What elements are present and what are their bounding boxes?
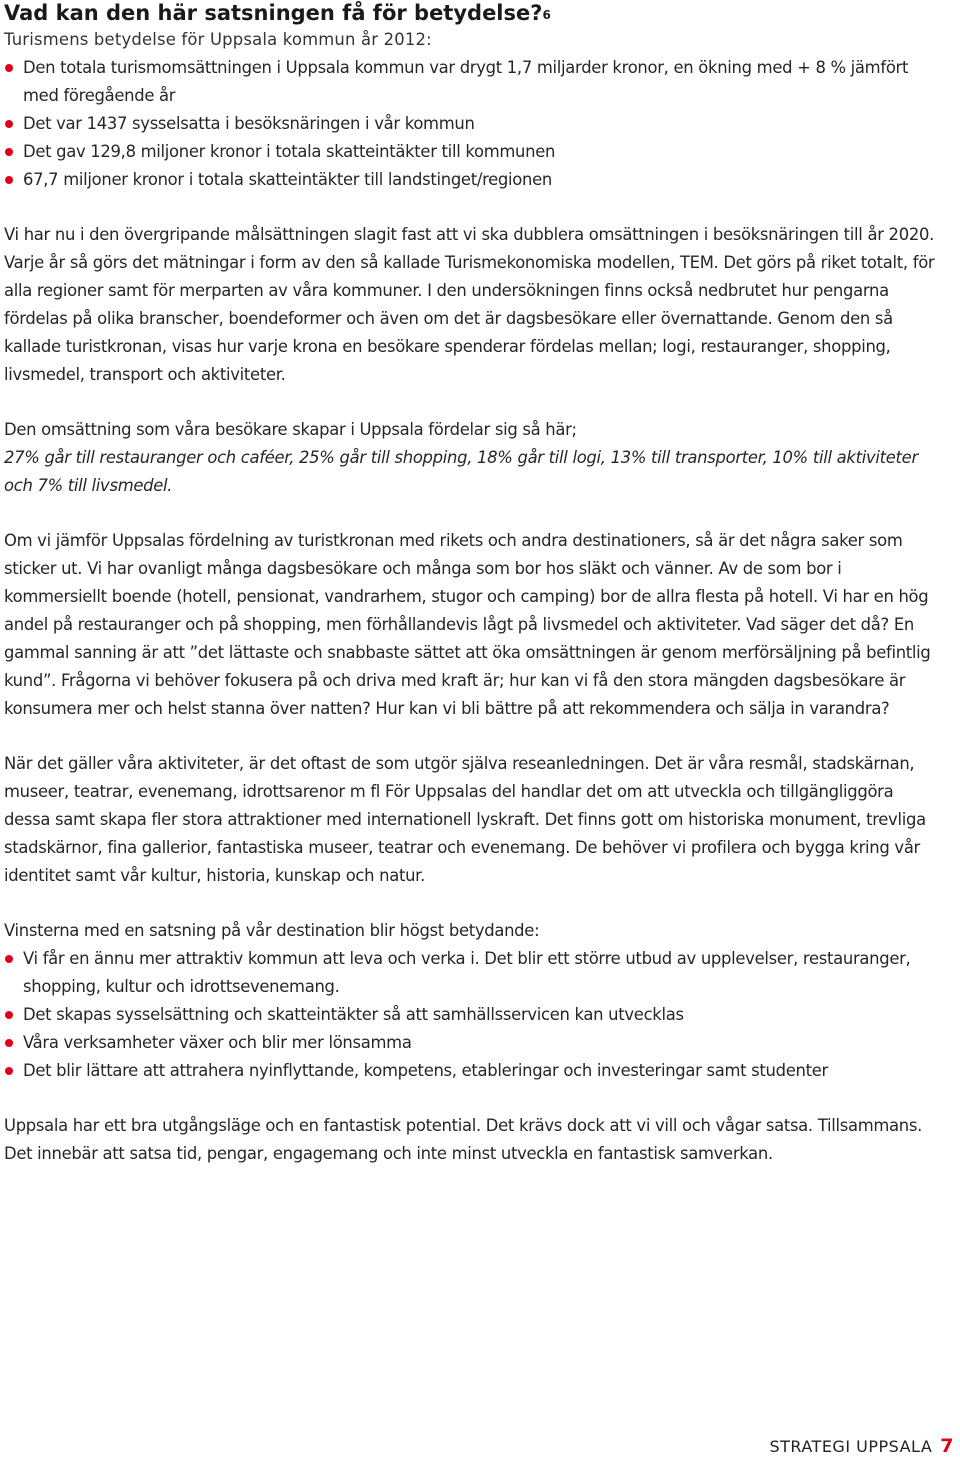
footer-label: STRATEGI UPPSALA	[769, 1437, 933, 1456]
bullet-icon	[5, 120, 13, 128]
page	[4, 0, 944, 1168]
list-item: Det gav 129,8 miljoner kronor i totala skatteintäkter till kommunen	[4, 138, 944, 166]
paragraph-distribution-intro: Den omsättning som våra besökare skapar i Uppsala fördelar sig så här;	[4, 420, 577, 439]
bullet-icon	[5, 1011, 13, 1019]
list-item: Vi får en ännu mer attraktiv kommun att leva och verka i. Det blir ett större utbud av upplevelser, restauranger, shopping, kultur och idrottsevenemang.	[4, 945, 944, 1001]
list-item: Det skapas sysselsättning och skatteintäkter så att samhällsservicen kan utvecklas	[4, 1001, 944, 1029]
paragraph-tem: Vi har nu i den övergripande målsättningen slagit fast att vi ska dubblera omsättningen i besöksnäringen till år 2020. Varje år så görs det mätningar i form av den så kallade Turismekonomiska modellen, TEM. Det görs på riket totalt, för alla regioner samt för merparten av våra kommuner. I den undersökningen finns också nedbrutet hur pengarna fördelas på olika branscher, boendeformer och även om det är dagsbesökare eller övernattande. Genom den så kallade turistkronan, visas hur varje krona en besökare spenderar fördelas mellan; logi, restauranger, shopping, livsmedel, transport och aktiviteter.	[4, 225, 935, 384]
footnote-marker: 6	[542, 8, 551, 22]
bullet-icon	[5, 955, 13, 963]
page-footer	[769, 1435, 954, 1457]
list-item: Det var 1437 sysselsatta i besöksnäringen i vår kommun	[4, 110, 944, 138]
stats-list	[4, 54, 944, 194]
bullet-icon	[5, 148, 13, 156]
bullet-icon	[5, 176, 13, 184]
list-item: Det blir lättare att attrahera nyinflyttande, kompetens, etableringar och investeringar samt studenter	[4, 1057, 944, 1085]
paragraph-activities: När det gäller våra aktiviteter, är det oftast de som utgör själva reseanledningen. Det är våra resmål, stadskärnan, museer, teatrar, evenemang, idrottsarenor m fl För Uppsalas del handlar det om att utveckla och tillgängliggöra dessa samt skapa fler stora attraktioner med internationell lyskraft. Det finns gott om historiska monument, trevliga stadskärnor, fina gallerior, fantastiska museer, teatrar och evenemang. De behöver vi profilera och bygga kring vår identitet samt vår kultur, historia, kunskap och natur.	[4, 754, 926, 885]
list-item: Den totala turismomsättningen i Uppsala kommun var drygt 1,7 miljarder kronor, en ökning med + 8 % jämfört med föregående år	[4, 54, 944, 110]
stats-intro: Turismens betydelse för Uppsala kommun år 2012:	[4, 30, 432, 49]
page-heading	[4, 0, 944, 26]
bullet-icon	[5, 1067, 13, 1075]
bullet-icon	[5, 64, 13, 72]
paragraph-distribution-values: 27% går till restauranger och caféer, 25% går till shopping, 18% går till logi, 13% till transporter, 10% till aktiviteter och 7% till livsmedel.	[4, 448, 918, 495]
page-number: 7	[940, 1435, 954, 1457]
paragraph-comparison: Om vi jämför Uppsalas fördelning av turistkronan med rikets och andra destinationers, så är det några saker som sticker ut. Vi har ovanligt många dagsbesökare och många som bor hos släkt och vänner. Av de som bor i kommersiellt boende (hotell, pensionat, vandrarhem, stugor och camping) bor de allra flesta på hotell. Vi har en hög andel på restauranger och på shopping, men förhållandevis lågt på livsmedel och aktiviteter. Vad säger det då? En gammal sanning är att ”det lättaste och snabbaste sättet att öka omsättningen är genom merförsäljning på befintlig kund”. Frågorna vi behöver fokusera på och driva med kraft är; hur kan vi få den stora mängden dagsbesökare är konsumera mer och helst stanna över natten? Hur kan vi bli bättre på att rekommendera och sälja in varandra?	[4, 531, 931, 718]
list-item: Våra verksamheter växer och blir mer lönsamma	[4, 1029, 944, 1057]
list-item: 67,7 miljoner kronor i totala skatteintäkter till landstinget/regionen	[4, 166, 944, 194]
bullet-icon	[5, 1039, 13, 1047]
heading-text: Vad kan den här satsningen få för betydelse?	[4, 1, 543, 25]
benefits-list	[4, 945, 944, 1085]
benefits-intro: Vinsterna med en satsning på vår destination blir högst betydande:	[4, 921, 540, 940]
paragraph-conclusion: Uppsala har ett bra utgångsläge och en fantastisk potential. Det krävs dock att vi vill och vågar satsa. Tillsammans. Det innebär att satsa tid, pengar, engagemang och inte minst utveckla en fantastisk samverkan.	[4, 1116, 923, 1163]
